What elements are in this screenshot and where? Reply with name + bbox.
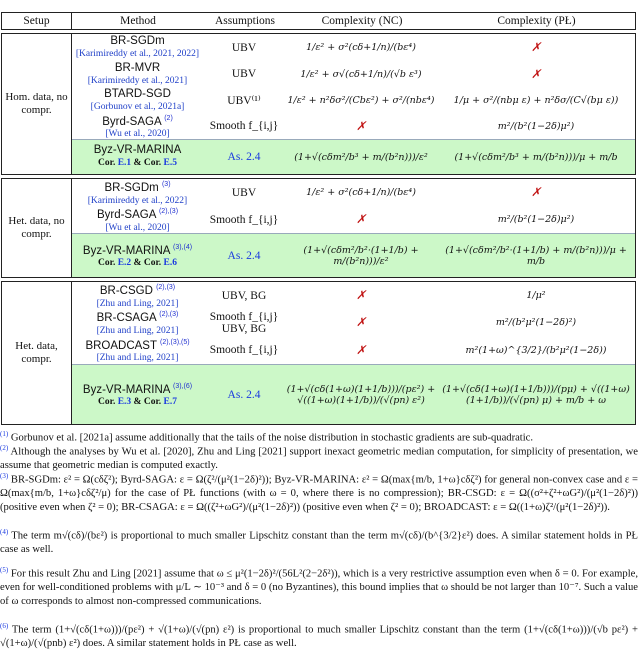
corollary-refs: Cor. E.1 & Cor. E.5 <box>97 158 178 168</box>
table-row <box>72 87 635 113</box>
method-reference-link[interactable]: [Gorbunov et al., 2021a] <box>90 101 185 112</box>
footnote-ref[interactable]: (3),(6) <box>173 382 193 390</box>
header-setup: Setup <box>2 13 72 29</box>
complexity-nc: (1+√(cδm²/b³ + m/(b²n)))/ε² <box>294 151 428 163</box>
table-row <box>72 179 635 206</box>
complexity-pl: (1+√(cδm²/b³ + m/(b²n)))/μ + m/b <box>454 151 618 163</box>
method-name: BR-CSGD <box>99 284 153 297</box>
table-row <box>72 336 635 364</box>
assumptions: Smooth f_{i,j} <box>209 120 279 132</box>
corollary-link[interactable]: E.7 <box>163 397 178 408</box>
table-row-highlight <box>72 139 635 174</box>
table-header <box>1 12 636 30</box>
assumptions: Smooth f_{i,j} UBV, BG <box>209 310 279 335</box>
corollary-link[interactable]: E.2 <box>117 258 132 269</box>
complexity-nc: 1/ε² + n²δσ²/(Cbε²) + σ²/(nbε⁴) <box>287 94 435 106</box>
cross-icon: ✗ <box>530 185 542 199</box>
footnote-ref[interactable]: (2),(3) <box>156 284 176 292</box>
method-name: Byz-VR-MARINA <box>82 383 170 396</box>
cross-icon: ✗ <box>530 66 542 81</box>
footnote-text: The term (1+√(cδ(1+ω)))/(pε²) + √(1+ω)/(√(pn) ε²) is proportional to much smaller Lipschitz constant than the term (1+√(cδ(1+ω)))/(√b pε²) + √(1+ω)/(√(pnb) ε²) does. A similar statement holds in PŁ case as well. <box>0 624 638 650</box>
cross-icon: ✗ <box>355 288 367 302</box>
assumptions-link[interactable]: As. 2.4 <box>227 388 261 401</box>
cross-icon: ✗ <box>355 342 367 357</box>
footnote-marker: (6) <box>0 622 9 630</box>
table-row <box>72 309 635 336</box>
corollary-refs: Cor. E.2 & Cor. E.6 <box>97 258 178 269</box>
footnote-ref[interactable]: (2),(3) <box>159 311 179 319</box>
corollary-refs: Cor. E.3 & Cor. E.7 <box>97 397 178 408</box>
complexity-pl: 1/μ + σ²/(nbμ ε) + n²δσ/(C√(bμ ε)) <box>453 94 619 106</box>
assumptions: UBV <box>231 186 257 199</box>
footnote-text: Although the analyses by Wu et al. [2020], Zhu and Ling [2021] support inexact geometric median computation, for simplicity of presentation, we assume that geometric median is computed exactly. <box>0 446 638 472</box>
complexity-pl: m²/(b²(1−2δ)μ²) <box>497 214 575 225</box>
header-assumptions: Assumptions <box>214 15 276 27</box>
footnote-ref[interactable]: (2),(3),(5) <box>160 338 190 346</box>
assumptions-link[interactable]: As. 2.4 <box>227 249 261 262</box>
complexity-pl: m²/(b²μ²(1−2δ)²) <box>495 317 577 328</box>
cross-icon: ✗ <box>530 40 542 54</box>
table-row <box>72 34 635 61</box>
footnote-text: Gorbunov et al. [2021a] assume additionally that the tails of the noise distribution in stochastic gradients are sub-quadratic. <box>10 432 534 444</box>
assumptions: UBV <box>231 68 257 80</box>
footnote-text: For this result Zhu and Ling [2021] assume that ω ≤ μ²(1−2δ)²/(56L²(2−2δ²)), which is a very restrictive assumption even when δ = 0. For example, even for well-conditioned problems with μ/L ∼ 10⁻³ and δ = 0 (no Byzantines), this bound implies that ω should be not larger than 10⁻⁷. Such a value of ω corresponds to almost non-compressed communications. <box>0 568 638 608</box>
footnote-marker: (3) <box>0 472 9 480</box>
corollary-link[interactable]: E.1 <box>117 158 132 168</box>
complexity-nc: 1/ε² + σ²(cδ+1/n)/(bε⁴) <box>306 187 416 198</box>
assumptions: UBV, BG <box>221 289 267 302</box>
header-complexity-nc: Complexity (NC) <box>321 15 403 27</box>
method-name: BR-CSAGA <box>96 311 157 324</box>
footnote-marker: (4) <box>0 528 9 536</box>
complexity-pl: (1+√(cδ(1+ω)(1+1/b)))/(pμ) + √((1+ω)(1+1/b))/(√(pn) μ) + m/b + ω <box>442 383 630 406</box>
assumptions: Smooth f_{i,j} <box>209 344 279 356</box>
footnote-ref[interactable]: (3) <box>161 181 171 189</box>
footnote <box>0 620 638 651</box>
corollary-link[interactable]: E.6 <box>163 258 178 269</box>
group-hom-no-compr <box>1 33 636 175</box>
method-reference-link[interactable]: [Wu et al., 2020] <box>105 129 170 140</box>
method-name: Byrd-SAGA <box>96 208 156 221</box>
corollary-link[interactable]: E.5 <box>163 158 178 168</box>
complexity-pl: 1/μ² <box>526 290 546 301</box>
group-het-no-compr <box>1 178 636 278</box>
assumptions: UBV⁽¹⁾ <box>227 95 261 107</box>
footnote <box>0 470 638 515</box>
cross-icon: ✗ <box>355 118 367 133</box>
method-reference-link[interactable]: [Zhu and Ling, 2021] <box>96 298 179 309</box>
footnote-ref[interactable]: (2),(3) <box>158 208 179 216</box>
footnote-ref[interactable]: (2) <box>164 114 173 122</box>
group-setup-label: Het. data, no compr. <box>2 179 72 277</box>
header-complexity-pl: Complexity (PŁ) <box>497 15 576 27</box>
footnote <box>0 526 638 557</box>
complexity-nc: (1+√(cδm²/b²·(1+1/b) + m/(b²n)))/ε² <box>303 244 419 267</box>
footnote-marker: (5) <box>0 566 9 574</box>
table-row <box>72 206 635 233</box>
assumptions: UBV <box>231 41 257 54</box>
method-reference-link[interactable]: [Karimireddy et al., 2021] <box>87 75 188 86</box>
method-name: BROADCAST <box>85 339 157 352</box>
cross-icon: ✗ <box>355 212 367 226</box>
footnote-ref[interactable]: (3),(4) <box>173 243 193 251</box>
method-name: Byz-VR-MARINA <box>82 244 170 257</box>
table-row <box>72 61 635 87</box>
complexity-pl: m²/(b²(1−2δ)μ²) <box>497 120 575 132</box>
assumptions: Smooth f_{i,j} <box>209 213 279 226</box>
method-reference-link[interactable]: [Karimireddy et al., 2021, 2022] <box>75 49 200 59</box>
method-name: Byz-VR-MARINA <box>93 144 182 156</box>
table-row-highlight <box>72 233 635 277</box>
footnote-marker: (2) <box>0 444 9 452</box>
table-row <box>72 282 635 309</box>
group-setup-label: Hom. data, no compr. <box>2 34 72 174</box>
method-name: Byrd-SAGA <box>102 115 162 128</box>
complexity-nc: 1/ε² + σ√(cδ+1/n)/(√b ε³) <box>300 68 422 80</box>
method-name: BR-SGDm <box>110 35 165 47</box>
method-reference-link[interactable]: [Zhu and Ling, 2021] <box>96 325 179 336</box>
footnote-text: BR-SGDm: ε² = Ω(cδζ²); Byrd-SAGA: ε = Ω(ζ²/(μ²(1−2δ)²)); Byz-VR-MARINA: ε² = Ω(max{m/b, 1+ω}cδζ²) for general non-convex case and ε = Ω(max{m/b, 1+ω}cδζ²/μ) for the case of PŁ functions (with ω = 0, where there is no compression); BR-CSGD: ε = Ω((σ²+ζ²+ωG²)/(μ²(1−2δ)²)) (positive even when ζ² = 0); BR-CSAGA: ε = Ω((ζ²+ωG²)/(μ²(1−2δ)²)) (positive even when ζ² = 0); BROADCAST: ε = Ω((1+ω)ζ²/(μ²(1−2δ)²)). <box>0 474 638 514</box>
method-reference-link[interactable]: [Zhu and Ling, 2021] <box>96 353 179 364</box>
footnote-text: The term m√(cδ)/(bε²) is proportional to much smaller Lipschitz constant than the term m√(cδ)/(b^{3/2}ε²) does. A similar statement holds in PŁ case as well. <box>0 530 638 556</box>
assumptions-link[interactable]: As. 2.4 <box>227 151 261 163</box>
group-het-compr <box>1 281 636 425</box>
method-reference-link[interactable]: [Karimireddy et al., 2022] <box>87 195 188 206</box>
table-row-highlight <box>72 364 635 424</box>
complexity-nc: 1/ε² + σ²(cδ+1/n)/(bε⁴) <box>306 42 416 53</box>
footnote <box>0 564 638 609</box>
header-method: Method <box>120 15 156 27</box>
table-row <box>72 113 635 139</box>
complexity-pl: m²(1+ω)^{3/2}/(b²μ²(1−2δ)) <box>465 344 607 356</box>
method-reference-link[interactable]: [Wu et al., 2020] <box>105 222 170 233</box>
cross-icon: ✗ <box>355 315 367 329</box>
method-name: BR-SGDm <box>104 181 159 194</box>
method-name: BTARD-SGD <box>104 87 171 100</box>
footnote <box>0 442 638 473</box>
group-setup-label: Het. data, compr. <box>2 282 72 424</box>
corollary-link[interactable]: E.3 <box>117 397 132 408</box>
method-name: BR-MVR <box>114 61 161 74</box>
complexity-nc: (1+√(cδ(1+ω)(1+1/b)))/(pε²) + √((1+ω)(1+1/b))/(√(pn) ε²) <box>286 383 436 406</box>
complexity-pl: (1+√(cδm²/b²·(1+1/b) + m/(b²n)))/μ + m/b <box>445 244 627 267</box>
footnote-marker: (1) <box>0 430 9 438</box>
